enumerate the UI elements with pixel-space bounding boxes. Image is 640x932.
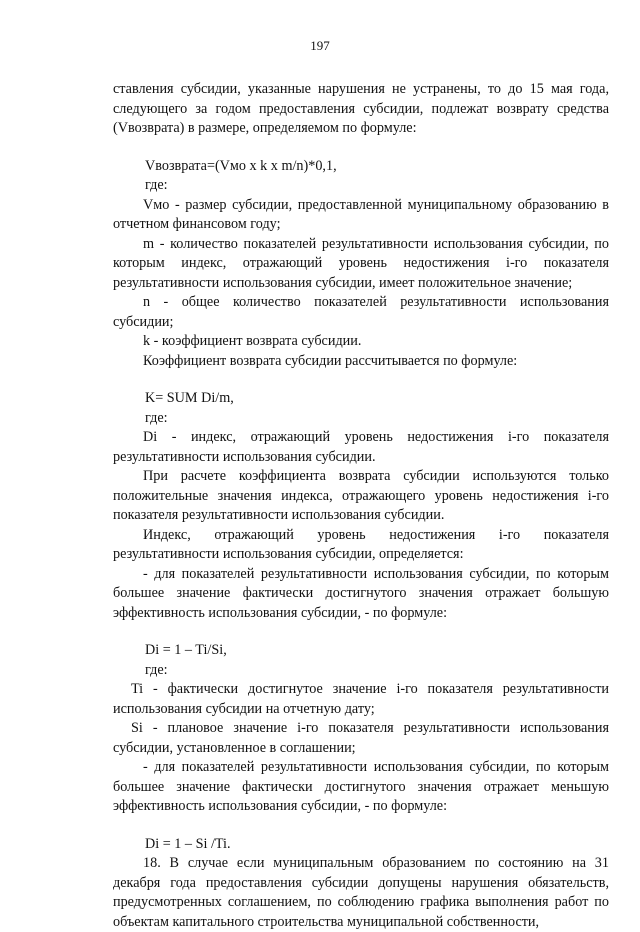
formula-di-1: Di = 1 – Ti/Si,	[145, 642, 227, 658]
document-body	[113, 80, 609, 932]
paragraph: Коэффициент возврата субсидии рассчитывается по формуле:	[143, 352, 518, 369]
page-number: 197	[310, 38, 330, 53]
paragraph: ставления субсидии, указанные нарушения не устранены, то до 15 мая года, следующего за годом предоставления субсидии, подлежат возврату средства (Vвозврата) в размере, определяемом по формуле:	[113, 81, 609, 136]
paragraph: - для показателей результативности использования субсидии, по которым большее значение фактически достигнутого значения отражает меньшую эффективность использования субсидии, - по формуле:	[113, 759, 609, 814]
definition-ti: Ti - фактически достигнутое значение i-го показателя результативности использования субсидии на отчетную дату;	[113, 681, 609, 717]
paragraph: - для показателей результативности использования субсидии, по которым большее значение фактически достигнутого значения отражает большую эффективность использования субсидии, - по формуле:	[113, 565, 609, 621]
where-label: где:	[145, 661, 168, 678]
formula-vreturn: Vвозврата=(Vмо x k x m/n)*0,1,	[145, 157, 337, 174]
definition-di: Di - индекс, отражающий уровень недостижения i-го показателя результативности использования субсидии.	[113, 429, 609, 465]
formula-di-2: Di = 1 – Si /Ti.	[145, 835, 231, 852]
definition-n: n - общее количество показателей результативности использования субсидии;	[113, 294, 609, 330]
definition-k: k - коэффициент возврата субсидии.	[143, 333, 362, 349]
formula-k: K= SUM Di/m,	[145, 390, 234, 406]
definition-si: Si - плановое значение i-го показателя результативности использования субсидии, установленное в соглашении;	[113, 720, 609, 756]
paragraph-18: 18. В случае если муниципальным образованием по состоянию на 31 декабря года предоставления субсидии допущены нарушения обязательств, предусмотренных соглашением, по соблюдению графика выполнения работ по объектам капитального строительства муниципальной собственности,	[113, 855, 609, 930]
paragraph: Индекс, отражающий уровень недостижения i-го показателя результативности использования субсидии, определяется:	[113, 526, 609, 562]
paragraph: При расчете коэффициента возврата субсидии используются только положительные значения индекса, отражающего уровень недостижения i-го показателя результативности использования субсидии.	[113, 468, 609, 523]
definition-m: m - количество показателей результативности использования субсидии, по которым индекс, отражающий уровень недостижения i-го показателя результативности использования субсидии, имеет положительное значение;	[113, 235, 609, 291]
where-label: где:	[145, 177, 168, 193]
definition-vmo: Vмо - размер субсидии, предоставленной муниципальному образованию в отчетном финансовом году;	[113, 196, 609, 232]
where-label: где:	[145, 409, 168, 426]
